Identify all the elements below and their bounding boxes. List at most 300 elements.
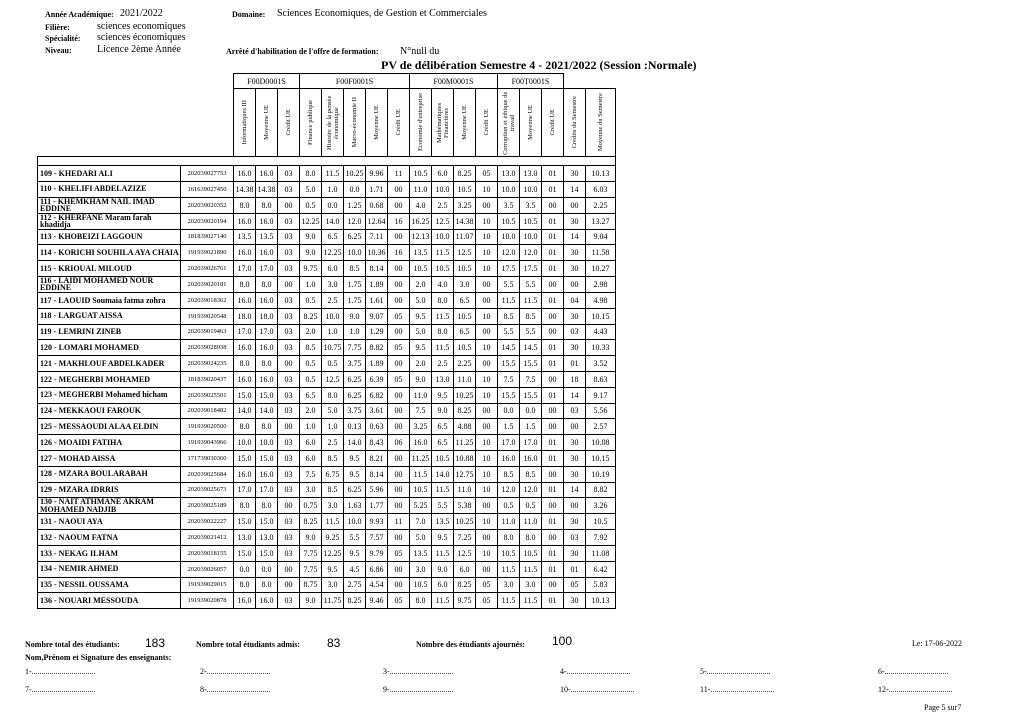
student-name: 128 - MZARA BOULARABAH: [38, 466, 181, 482]
grade-cell: 10.25: [344, 166, 366, 182]
grade-cell: 10.5: [454, 308, 476, 324]
grade-cell: 3.0: [322, 276, 344, 292]
grade-cell: 1.5: [520, 419, 542, 435]
grade-cell: 6.82: [366, 387, 388, 403]
grade-cell: 10: [476, 466, 498, 482]
grade-cell: 15.5: [520, 356, 542, 372]
grade-cell: 11.5: [432, 593, 454, 609]
grade-cell: 0.5: [300, 371, 322, 387]
student-name: 120 - LOMARI MOHAMED: [38, 340, 181, 356]
grade-cell: 5.0: [410, 292, 432, 308]
filiere-label: Filière:: [45, 23, 70, 32]
student-matricule: 202039020352: [181, 197, 234, 213]
grade-cell: 18: [564, 371, 586, 387]
grade-cell: 06: [388, 435, 410, 451]
grade-cell: 00: [476, 419, 498, 435]
grade-cell: 10: [476, 308, 498, 324]
grade-cell: 10.0: [520, 181, 542, 197]
grade-cell: 6.25: [344, 387, 366, 403]
grade-cell: 30: [564, 545, 586, 561]
grade-cell: 00: [476, 276, 498, 292]
grade-cell: 03: [278, 593, 300, 609]
grade-cell: 15.5: [498, 356, 520, 372]
grade-cell: 9.93: [366, 514, 388, 530]
grade-cell: 6.5: [432, 419, 454, 435]
subheader: Macro-économie II: [344, 89, 366, 157]
grade-cell: 10.13: [586, 166, 616, 182]
grade-cell: 7.75: [300, 561, 322, 577]
grade-cell: 00: [278, 498, 300, 514]
grade-cell: 4.5: [344, 561, 366, 577]
grade-cell: 0.13: [344, 419, 366, 435]
grade-cell: 9.0: [432, 403, 454, 419]
grade-cell: 6.5: [454, 292, 476, 308]
grade-cell: 10: [476, 450, 498, 466]
grade-cell: 11.07: [454, 229, 476, 245]
grade-cell: 4.43: [586, 324, 616, 340]
grade-cell: 00: [388, 419, 410, 435]
grade-cell: 16.0: [256, 371, 278, 387]
total-value: 183: [145, 636, 166, 650]
grade-cell: 9.5: [344, 450, 366, 466]
grade-cell: 10: [476, 245, 498, 261]
signature-line: 11-................................: [700, 685, 775, 694]
grade-cell: 0.5: [520, 498, 542, 514]
grade-cell: 9.5: [344, 466, 366, 482]
grade-cell: 03: [564, 530, 586, 546]
grade-cell: 10.0: [344, 514, 366, 530]
student-matricule: 202039018482: [181, 403, 234, 419]
grade-cell: 03: [278, 466, 300, 482]
student-matricule: 202039020194: [181, 213, 234, 229]
grade-cell: 00: [542, 403, 564, 419]
grade-cell: 30: [564, 435, 586, 451]
grade-cell: 8.0: [256, 498, 278, 514]
grade-cell: 11.0: [410, 387, 432, 403]
grade-cell: 10.5: [520, 213, 542, 229]
grade-cell: 13.0: [432, 371, 454, 387]
grade-cell: 00: [278, 197, 300, 213]
report-date: Le: 17-06-2022: [912, 639, 962, 648]
grade-cell: 11.5: [520, 593, 542, 609]
grade-cell: 9.0: [300, 530, 322, 546]
subheader: Corruption et éthique de travail: [498, 89, 520, 157]
grade-cell: 00: [388, 356, 410, 372]
grade-cell: 10.15: [586, 308, 616, 324]
grade-cell: 12.0: [520, 482, 542, 498]
grade-cell: 3.26: [586, 498, 616, 514]
annee-value: 2021/2022: [120, 8, 163, 19]
table-row: [38, 181, 616, 197]
grade-cell: 30: [564, 308, 586, 324]
grade-cell: 00: [542, 324, 564, 340]
grade-cell: 0.5: [300, 356, 322, 372]
grade-cell: 8.82: [366, 340, 388, 356]
grade-cell: 9.0: [432, 561, 454, 577]
grade-cell: 1.25: [344, 197, 366, 213]
grade-cell: 8.0: [322, 387, 344, 403]
grade-cell: 16.0: [256, 593, 278, 609]
grade-cell: 16.0: [234, 340, 256, 356]
table-row: [38, 229, 616, 245]
subheader: Moyenne du Semestre: [586, 89, 616, 157]
grade-cell: 2.98: [586, 276, 616, 292]
grade-cell: 01: [542, 450, 564, 466]
student-matricule: 202039021412: [181, 530, 234, 546]
grade-cell: 9.5: [432, 387, 454, 403]
grade-cell: 3.0: [300, 482, 322, 498]
grade-cell: 30: [564, 514, 586, 530]
grade-cell: 11.5: [322, 514, 344, 530]
grade-cell: 05: [476, 577, 498, 593]
student-matricule: 171739030360: [181, 450, 234, 466]
grade-cell: 14.0: [432, 466, 454, 482]
grade-cell: 8.0: [432, 292, 454, 308]
grade-cell: 6.0: [322, 261, 344, 277]
student-name: 127 - MOHAD AISSA: [38, 450, 181, 466]
grade-cell: 30: [564, 261, 586, 277]
table-row: [38, 213, 616, 229]
grade-cell: 12.0: [498, 245, 520, 261]
grade-cell: 7.75: [300, 545, 322, 561]
student-matricule: 202039026057: [181, 561, 234, 577]
student-name: 135 - NESSIL OUSSAMA: [38, 577, 181, 593]
grade-cell: 9.0: [410, 371, 432, 387]
grade-cell: 10.0: [432, 181, 454, 197]
grade-cell: 15.0: [256, 450, 278, 466]
subheader: Moyenne UE: [454, 89, 476, 157]
student-name: 132 - NAOUM FATNA: [38, 530, 181, 546]
grade-cell: 3.75: [344, 356, 366, 372]
grade-cell: 11.5: [322, 166, 344, 182]
grade-cell: 16.0: [256, 466, 278, 482]
grade-cell: 8.0: [256, 419, 278, 435]
signature-line: 7-................................: [25, 685, 96, 694]
grade-cell: 12.13: [410, 229, 432, 245]
grade-cell: 5.25: [410, 498, 432, 514]
grade-cell: 9.46: [366, 593, 388, 609]
grade-cell: 10.5: [410, 482, 432, 498]
grade-cell: 3.0: [322, 498, 344, 514]
grade-cell: 7.25: [454, 530, 476, 546]
grade-cell: 01: [542, 561, 564, 577]
student-matricule: 202039028938: [181, 340, 234, 356]
deliberation-table-wrap: [37, 73, 616, 609]
grade-cell: 1.61: [366, 292, 388, 308]
grade-cell: 12.25: [300, 213, 322, 229]
grade-cell: 14.0: [234, 403, 256, 419]
student-matricule: 191939043966: [181, 435, 234, 451]
grade-cell: 10: [476, 545, 498, 561]
subheader: Mathématiques Financières: [432, 89, 454, 157]
grade-cell: 00: [388, 261, 410, 277]
grade-cell: 7.11: [366, 229, 388, 245]
student-name: 131 - NAOUI AYA: [38, 514, 181, 530]
grade-cell: 00: [542, 498, 564, 514]
grade-cell: 10.15: [586, 450, 616, 466]
grade-cell: 00: [476, 197, 498, 213]
table-row: [38, 593, 616, 609]
grade-cell: 00: [564, 498, 586, 514]
grade-cell: 10: [476, 435, 498, 451]
grade-cell: 05: [388, 545, 410, 561]
grade-cell: 00: [388, 482, 410, 498]
grade-cell: 4.0: [410, 197, 432, 213]
arrete-label: Arrêté d'habilitation de l'offre de formation:: [226, 47, 379, 56]
grade-cell: 11.25: [454, 435, 476, 451]
grade-cell: 11.0: [454, 371, 476, 387]
grade-cell: 01: [542, 213, 564, 229]
grade-cell: 9.96: [366, 166, 388, 182]
grade-cell: 8.0: [520, 530, 542, 546]
grade-cell: 11.5: [498, 292, 520, 308]
grade-cell: 7.0: [410, 514, 432, 530]
grade-cell: 11.25: [410, 450, 432, 466]
grade-cell: 01: [542, 166, 564, 182]
grade-cell: 30: [564, 466, 586, 482]
subheader: Finance publique: [300, 89, 322, 157]
grade-cell: 00: [542, 308, 564, 324]
grade-cell: 10.0: [344, 245, 366, 261]
subheader: Moyenne UE: [520, 89, 542, 157]
signature-line: 4-................................: [560, 667, 631, 676]
grade-cell: 10.36: [366, 245, 388, 261]
grade-cell: 00: [388, 466, 410, 482]
grade-cell: 5.38: [454, 498, 476, 514]
table-row: [38, 261, 616, 277]
grade-cell: 15.0: [234, 545, 256, 561]
student-name: 123 - MEGHERBI Mohamed hicham: [38, 387, 181, 403]
grade-cell: 8.0: [498, 530, 520, 546]
grade-cell: 10: [476, 181, 498, 197]
table-row: [38, 514, 616, 530]
student-name: 113 - KHOBEIZI LAGGOUN: [38, 229, 181, 245]
grade-cell: 00: [278, 561, 300, 577]
student-matricule: 202039024235: [181, 356, 234, 372]
grade-cell: 8.14: [366, 261, 388, 277]
grade-cell: 8.0: [300, 166, 322, 182]
grade-cell: 8.14: [366, 466, 388, 482]
grade-cell: 15.0: [256, 545, 278, 561]
grade-cell: 01: [542, 261, 564, 277]
module-header: F00M0001S: [410, 74, 498, 89]
table-row: [38, 450, 616, 466]
grade-cell: 11: [388, 166, 410, 182]
grade-cell: 0.5: [498, 498, 520, 514]
grade-cell: 5.96: [366, 482, 388, 498]
grade-cell: 11.08: [586, 545, 616, 561]
grade-cell: 2.0: [300, 324, 322, 340]
grade-cell: 2.75: [344, 577, 366, 593]
grade-cell: 10.5: [432, 450, 454, 466]
grade-cell: 9.5: [344, 545, 366, 561]
student-matricule: 202039019463: [181, 324, 234, 340]
grade-cell: 10: [476, 482, 498, 498]
grade-cell: 00: [278, 276, 300, 292]
grade-cell: 5.56: [586, 403, 616, 419]
grade-cell: 16.0: [234, 245, 256, 261]
grade-cell: 14.5: [520, 340, 542, 356]
grade-cell: 11.75: [322, 593, 344, 609]
grade-cell: 17.0: [256, 324, 278, 340]
grade-cell: 5.5: [344, 530, 366, 546]
grade-cell: 10.13: [586, 593, 616, 609]
grade-cell: 14.0: [256, 403, 278, 419]
grade-cell: 3.25: [454, 197, 476, 213]
grade-cell: 05: [476, 166, 498, 182]
table-row: [38, 482, 616, 498]
subheader: Crédit UE: [542, 89, 564, 157]
grade-cell: 03: [278, 292, 300, 308]
grade-cell: 15.5: [498, 387, 520, 403]
grade-cell: 1.0: [322, 419, 344, 435]
grade-cell: 16.0: [520, 450, 542, 466]
grade-cell: 16.0: [256, 245, 278, 261]
grade-cell: 03: [278, 371, 300, 387]
grade-cell: 6.0: [432, 166, 454, 182]
table-row: [38, 166, 616, 182]
student-matricule: 191939020500: [181, 419, 234, 435]
total-label: Nombre total des étudiants:: [25, 640, 120, 649]
grade-cell: 8.5: [498, 466, 520, 482]
grade-cell: 15.0: [234, 450, 256, 466]
grade-cell: 2.0: [410, 276, 432, 292]
grade-cell: 3.61: [366, 403, 388, 419]
subheader: Moyenne UE: [256, 89, 278, 157]
grade-cell: 9.79: [366, 545, 388, 561]
grade-cell: 12.5: [322, 371, 344, 387]
grade-cell: 3.5: [498, 197, 520, 213]
grade-cell: 6.25: [344, 482, 366, 498]
grade-cell: 8.0: [432, 324, 454, 340]
grade-cell: 2.25: [586, 197, 616, 213]
grade-cell: 30: [564, 245, 586, 261]
student-name: 122 - MEGHERBI MOHAMED: [38, 371, 181, 387]
grade-cell: 13.0: [520, 166, 542, 182]
grade-cell: 0.0: [322, 197, 344, 213]
table-row: [38, 466, 616, 482]
grade-cell: 17.0: [234, 324, 256, 340]
grade-cell: 9.25: [322, 530, 344, 546]
grade-cell: 00: [476, 324, 498, 340]
grade-cell: 17.0: [234, 261, 256, 277]
student-name: 115 - KRIOUAL MILOUD: [38, 261, 181, 277]
specialite-value: sciences économiques: [97, 32, 186, 43]
student-name: 109 - KHEDARI ALI: [38, 166, 181, 182]
grade-cell: 7.5: [520, 371, 542, 387]
deliberation-table: [37, 73, 616, 609]
grade-cell: 6.5: [300, 387, 322, 403]
grade-cell: 05: [564, 577, 586, 593]
grade-cell: 00: [388, 229, 410, 245]
grade-cell: 2.0: [300, 403, 322, 419]
grade-cell: 00: [388, 450, 410, 466]
grade-cell: 13.0: [498, 166, 520, 182]
grade-cell: 00: [476, 530, 498, 546]
grade-cell: 6.25: [344, 371, 366, 387]
grade-cell: 03: [278, 340, 300, 356]
grade-cell: 11.5: [432, 545, 454, 561]
grade-cell: 03: [278, 435, 300, 451]
grade-cell: 9.0: [300, 229, 322, 245]
grade-cell: 17.0: [256, 261, 278, 277]
grade-cell: 9.75: [300, 261, 322, 277]
grade-cell: 00: [388, 498, 410, 514]
grade-cell: 5.5: [498, 324, 520, 340]
grade-cell: 05: [388, 593, 410, 609]
grade-cell: 30: [564, 340, 586, 356]
grade-cell: 13.0: [256, 530, 278, 546]
grade-cell: 00: [278, 356, 300, 372]
table-row: [38, 530, 616, 546]
grade-cell: 16.0: [234, 371, 256, 387]
student-matricule: 202039018155: [181, 545, 234, 561]
grade-cell: 11.0: [498, 514, 520, 530]
grade-cell: 10.5: [410, 577, 432, 593]
grade-cell: 05: [476, 593, 498, 609]
grade-cell: 01: [542, 292, 564, 308]
grade-cell: 11.0: [520, 514, 542, 530]
grade-cell: 10.25: [454, 514, 476, 530]
grade-cell: 4.0: [432, 276, 454, 292]
grade-cell: 05: [388, 308, 410, 324]
grade-cell: 8.5: [344, 261, 366, 277]
table-row: [38, 276, 616, 292]
grade-cell: 8.75: [300, 577, 322, 593]
student-name: 133 - NEKAG ILHAM: [38, 545, 181, 561]
grade-cell: 0.0: [520, 403, 542, 419]
grade-cell: 14.38: [256, 181, 278, 197]
grade-cell: 03: [278, 450, 300, 466]
grade-cell: 10.88: [454, 450, 476, 466]
grade-cell: 8.25: [300, 308, 322, 324]
grade-cell: 11: [388, 514, 410, 530]
grade-cell: 03: [278, 229, 300, 245]
grade-cell: 13.5: [410, 245, 432, 261]
grade-cell: 0.5: [300, 197, 322, 213]
grade-cell: 15.0: [234, 387, 256, 403]
grade-cell: 14: [564, 229, 586, 245]
grade-cell: 8.5: [322, 450, 344, 466]
grade-cell: 10.25: [454, 387, 476, 403]
grade-cell: 5.5: [520, 324, 542, 340]
grade-cell: 5.5: [498, 276, 520, 292]
student-name: 130 - NAIT ATHMANE AKRAM MOHAMED NADJIB: [38, 498, 181, 514]
grade-cell: 10.08: [586, 435, 616, 451]
grade-cell: 14.0: [344, 435, 366, 451]
grade-cell: 10: [476, 371, 498, 387]
grade-cell: 14: [564, 181, 586, 197]
subheader: Histoire de la pensée économique: [322, 89, 344, 157]
grade-cell: 03: [278, 324, 300, 340]
grade-cell: 9.04: [586, 229, 616, 245]
grade-cell: 7.5: [410, 403, 432, 419]
grade-cell: 1.0: [300, 419, 322, 435]
subheader: Informatiques III: [234, 89, 256, 157]
grade-cell: 9.5: [410, 340, 432, 356]
grade-cell: 8.21: [366, 450, 388, 466]
grade-cell: 10.0: [322, 308, 344, 324]
grade-cell: 1.29: [366, 324, 388, 340]
grade-cell: 10.19: [586, 466, 616, 482]
student-matricule: 161639027450: [181, 181, 234, 197]
grade-cell: 13.5: [234, 229, 256, 245]
grade-cell: 01: [542, 356, 564, 372]
grade-cell: 10.75: [322, 340, 344, 356]
grade-cell: 30: [564, 593, 586, 609]
table-row: [38, 435, 616, 451]
ajournes-label: Nombre des étudiants ajournés:: [416, 640, 525, 649]
